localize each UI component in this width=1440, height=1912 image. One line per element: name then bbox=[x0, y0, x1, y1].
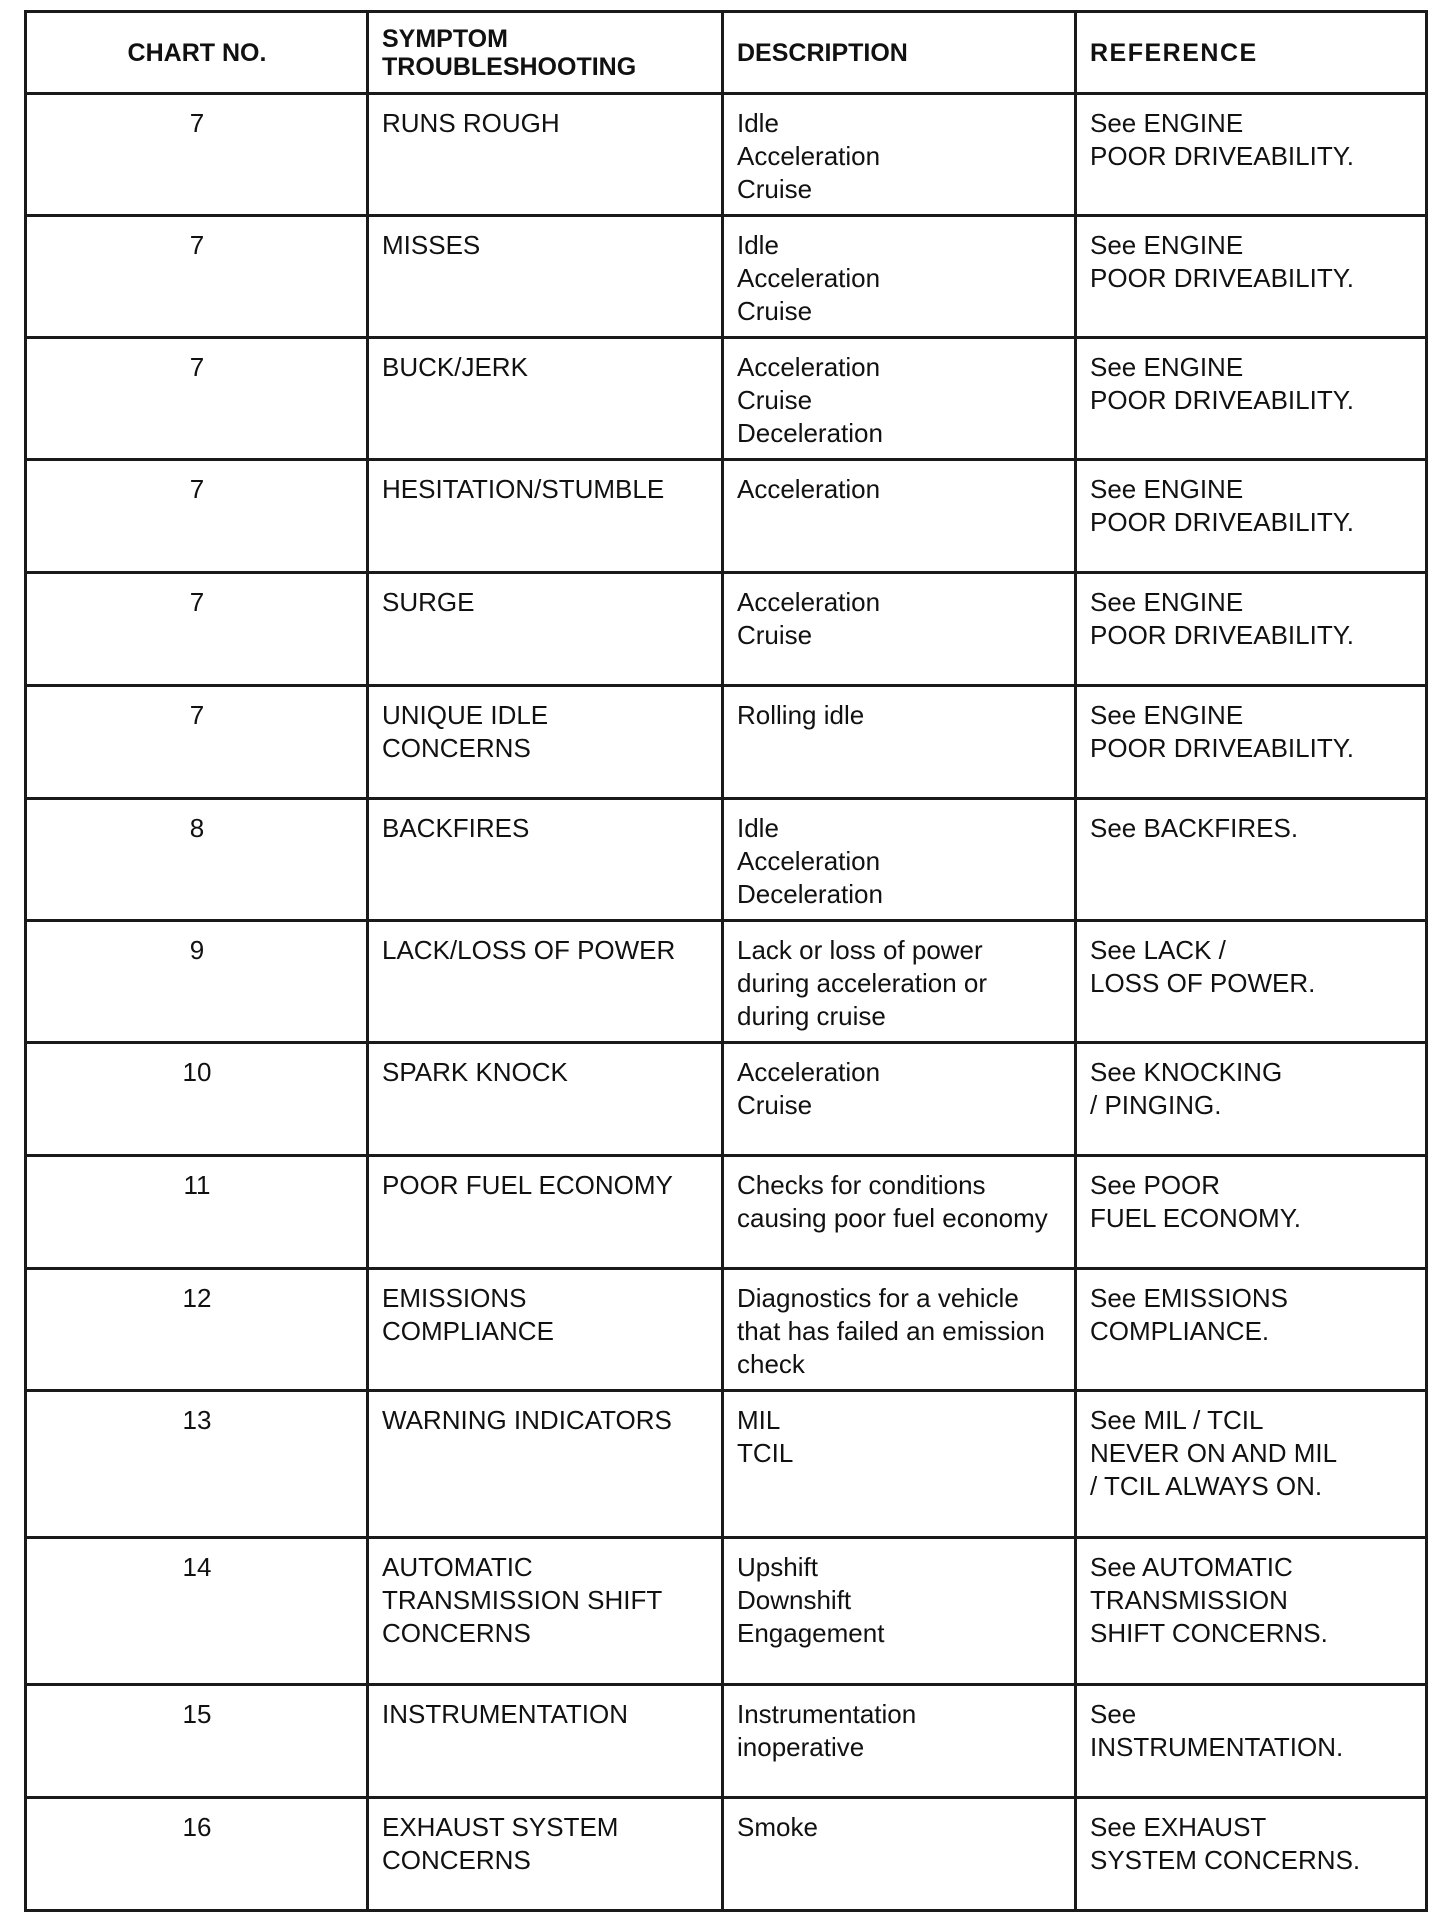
chart-number-cell: 7 bbox=[26, 573, 368, 686]
reference-cell: See ENGINE POOR DRIVEABILITY. bbox=[1076, 460, 1427, 573]
symptom-chart-table bbox=[24, 10, 1428, 1912]
description-cell: Acceleration Cruise Deceleration bbox=[723, 338, 1076, 460]
chart-number-cell: 16 bbox=[26, 1798, 368, 1911]
reference-cell: See AUTOMATIC TRANSMISSION SHIFT CONCERNS. bbox=[1076, 1538, 1427, 1685]
chart-number-cell: 12 bbox=[26, 1269, 368, 1391]
chart-number-cell: 7 bbox=[26, 338, 368, 460]
symptom-cell: AUTOMATIC TRANSMISSION SHIFT CONCERNS bbox=[368, 1538, 723, 1685]
chart-number-cell: 13 bbox=[26, 1391, 368, 1538]
description-cell: Acceleration bbox=[723, 460, 1076, 573]
header-reference: REFERENCE bbox=[1076, 12, 1427, 94]
table-body bbox=[26, 94, 1427, 1911]
description-cell: Acceleration Cruise bbox=[723, 1043, 1076, 1156]
symptom-cell: RUNS ROUGH bbox=[368, 94, 723, 216]
table-row bbox=[26, 1269, 1427, 1391]
table-row bbox=[26, 1685, 1427, 1798]
symptom-cell: LACK/LOSS OF POWER bbox=[368, 921, 723, 1043]
description-cell: Acceleration Cruise bbox=[723, 573, 1076, 686]
table-row bbox=[26, 1798, 1427, 1911]
description-cell: Lack or loss of power during acceleration or during cruise bbox=[723, 921, 1076, 1043]
reference-cell: See EMISSIONS COMPLIANCE. bbox=[1076, 1269, 1427, 1391]
table-row bbox=[26, 1391, 1427, 1538]
symptom-cell: POOR FUEL ECONOMY bbox=[368, 1156, 723, 1269]
description-cell: Rolling idle bbox=[723, 686, 1076, 799]
header-description: DESCRIPTION bbox=[723, 12, 1076, 94]
reference-cell: See ENGINE POOR DRIVEABILITY. bbox=[1076, 573, 1427, 686]
reference-cell: See ENGINE POOR DRIVEABILITY. bbox=[1076, 338, 1427, 460]
symptom-cell: INSTRUMENTATION bbox=[368, 1685, 723, 1798]
table-row bbox=[26, 1538, 1427, 1685]
reference-cell: See ENGINE POOR DRIVEABILITY. bbox=[1076, 686, 1427, 799]
symptom-cell: EXHAUST SYSTEM CONCERNS bbox=[368, 1798, 723, 1911]
symptom-cell: WARNING INDICATORS bbox=[368, 1391, 723, 1538]
table-row bbox=[26, 94, 1427, 216]
table-row bbox=[26, 921, 1427, 1043]
chart-number-cell: 15 bbox=[26, 1685, 368, 1798]
symptom-cell: MISSES bbox=[368, 216, 723, 338]
reference-cell: See LACK / LOSS OF POWER. bbox=[1076, 921, 1427, 1043]
description-cell: Idle Acceleration Cruise bbox=[723, 216, 1076, 338]
symptom-cell: HESITATION/STUMBLE bbox=[368, 460, 723, 573]
symptom-cell: BUCK/JERK bbox=[368, 338, 723, 460]
header-chart-no: CHART NO. bbox=[26, 12, 368, 94]
table-header bbox=[26, 12, 1427, 94]
table-row bbox=[26, 1043, 1427, 1156]
description-cell: Diagnostics for a vehicle that has failed an emission check bbox=[723, 1269, 1076, 1391]
chart-number-cell: 7 bbox=[26, 216, 368, 338]
chart-number-cell: 11 bbox=[26, 1156, 368, 1269]
description-cell: Idle Acceleration Deceleration bbox=[723, 799, 1076, 921]
table-row bbox=[26, 460, 1427, 573]
chart-number-cell: 14 bbox=[26, 1538, 368, 1685]
chart-number-cell: 9 bbox=[26, 921, 368, 1043]
description-cell: Checks for conditions causing poor fuel economy bbox=[723, 1156, 1076, 1269]
chart-number-cell: 7 bbox=[26, 94, 368, 216]
symptom-cell: SURGE bbox=[368, 573, 723, 686]
symptom-cell: EMISSIONS COMPLIANCE bbox=[368, 1269, 723, 1391]
table-row bbox=[26, 1156, 1427, 1269]
reference-cell: See INSTRUMENTATION. bbox=[1076, 1685, 1427, 1798]
description-cell: Upshift Downshift Engagement bbox=[723, 1538, 1076, 1685]
description-cell: Instrumentation inoperative bbox=[723, 1685, 1076, 1798]
chart-number-cell: 8 bbox=[26, 799, 368, 921]
chart-number-cell: 7 bbox=[26, 460, 368, 573]
reference-cell: See BACKFIRES. bbox=[1076, 799, 1427, 921]
table-row bbox=[26, 216, 1427, 338]
chart-number-cell: 7 bbox=[26, 686, 368, 799]
table-row bbox=[26, 338, 1427, 460]
reference-cell: See ENGINE POOR DRIVEABILITY. bbox=[1076, 94, 1427, 216]
header-row bbox=[26, 12, 1427, 94]
description-cell: MIL TCIL bbox=[723, 1391, 1076, 1538]
table-row bbox=[26, 686, 1427, 799]
symptom-cell: SPARK KNOCK bbox=[368, 1043, 723, 1156]
description-cell: Smoke bbox=[723, 1798, 1076, 1911]
reference-cell: See EXHAUST SYSTEM CONCERNS. bbox=[1076, 1798, 1427, 1911]
reference-cell: See KNOCKING / PINGING. bbox=[1076, 1043, 1427, 1156]
description-cell: Idle Acceleration Cruise bbox=[723, 94, 1076, 216]
reference-cell: See ENGINE POOR DRIVEABILITY. bbox=[1076, 216, 1427, 338]
chart-number-cell: 10 bbox=[26, 1043, 368, 1156]
symptom-cell: BACKFIRES bbox=[368, 799, 723, 921]
table-row bbox=[26, 573, 1427, 686]
table-row bbox=[26, 799, 1427, 921]
symptom-cell: UNIQUE IDLE CONCERNS bbox=[368, 686, 723, 799]
reference-cell: See POOR FUEL ECONOMY. bbox=[1076, 1156, 1427, 1269]
reference-cell: See MIL / TCIL NEVER ON AND MIL / TCIL ALWAYS ON. bbox=[1076, 1391, 1427, 1538]
header-symptom: SYMPTOM TROUBLESHOOTING bbox=[368, 12, 723, 94]
